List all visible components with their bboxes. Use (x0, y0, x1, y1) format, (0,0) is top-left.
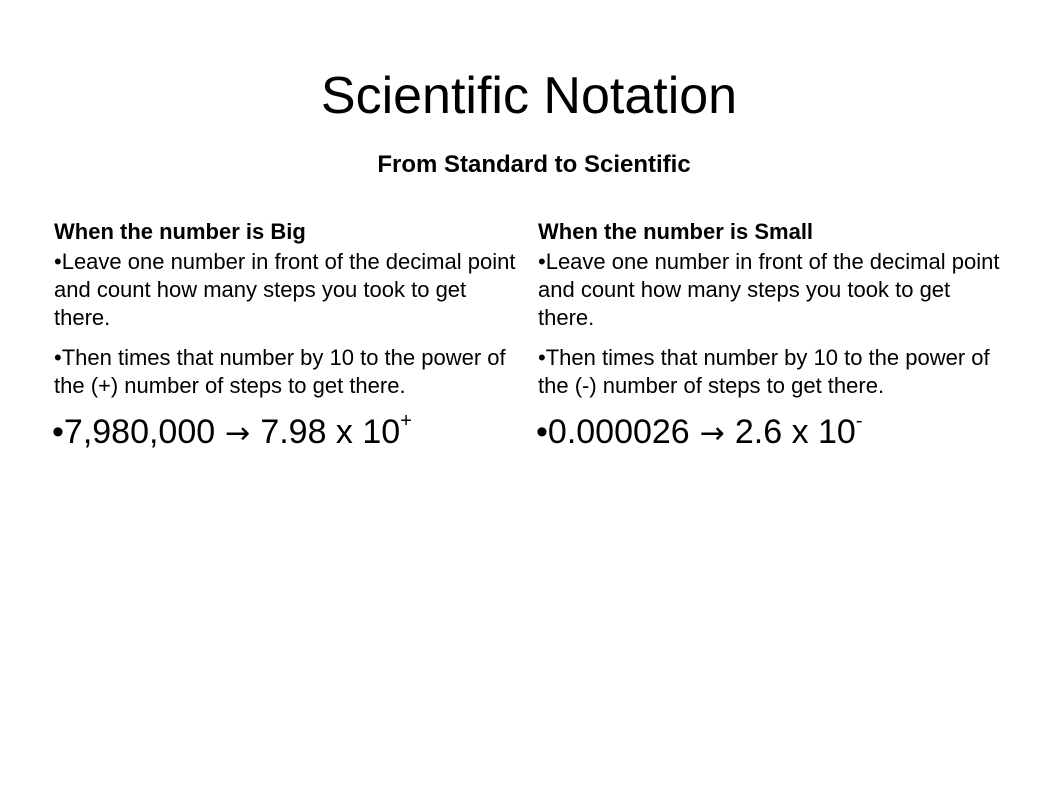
scientific-value: 2.6 x 10 (734, 413, 856, 451)
bullet-text: Then times that number by 10 to the power of the (-) number of steps to get there. (538, 345, 990, 398)
big-number-step-1 (54, 248, 524, 332)
slide-subtitle: From Standard to Scientific (377, 151, 691, 178)
small-number-step-1 (538, 248, 1008, 332)
standard-value: 7,980,000 (63, 413, 216, 451)
exponent-sign: + (400, 410, 412, 432)
small-number-example (536, 412, 1008, 454)
arrow-right-icon: → (225, 416, 251, 451)
bullet-text: Then times that number by 10 to the power of the (+) number of steps to get there. (54, 345, 506, 398)
bullet-marker: • (54, 345, 62, 370)
standard-value: 0.000026 (547, 413, 690, 451)
small-number-step-2 (538, 344, 1008, 400)
big-number-example (52, 412, 524, 454)
slide-title: Scientific Notation (320, 67, 738, 125)
arrow-right-icon: → (699, 416, 725, 451)
bullet-text: Leave one number in front of the decimal point and count how many steps you took to get there. (54, 249, 516, 330)
bullet-marker: • (538, 249, 546, 274)
big-number-heading: When the number is Big (54, 219, 306, 244)
scientific-value: 7.98 x 10 (260, 413, 401, 451)
exponent-sign: - (855, 410, 863, 432)
bullet-marker: • (54, 249, 62, 274)
big-number-step-2 (54, 344, 524, 400)
big-number-column (54, 218, 524, 454)
small-number-column (538, 218, 1008, 454)
bullet-text: Leave one number in front of the decimal point and count how many steps you took to get there. (538, 249, 1000, 330)
bullet-marker: • (538, 345, 546, 370)
bullet-marker: • (52, 413, 64, 451)
bullet-marker: • (536, 413, 548, 451)
small-number-heading: When the number is Small (538, 219, 814, 244)
